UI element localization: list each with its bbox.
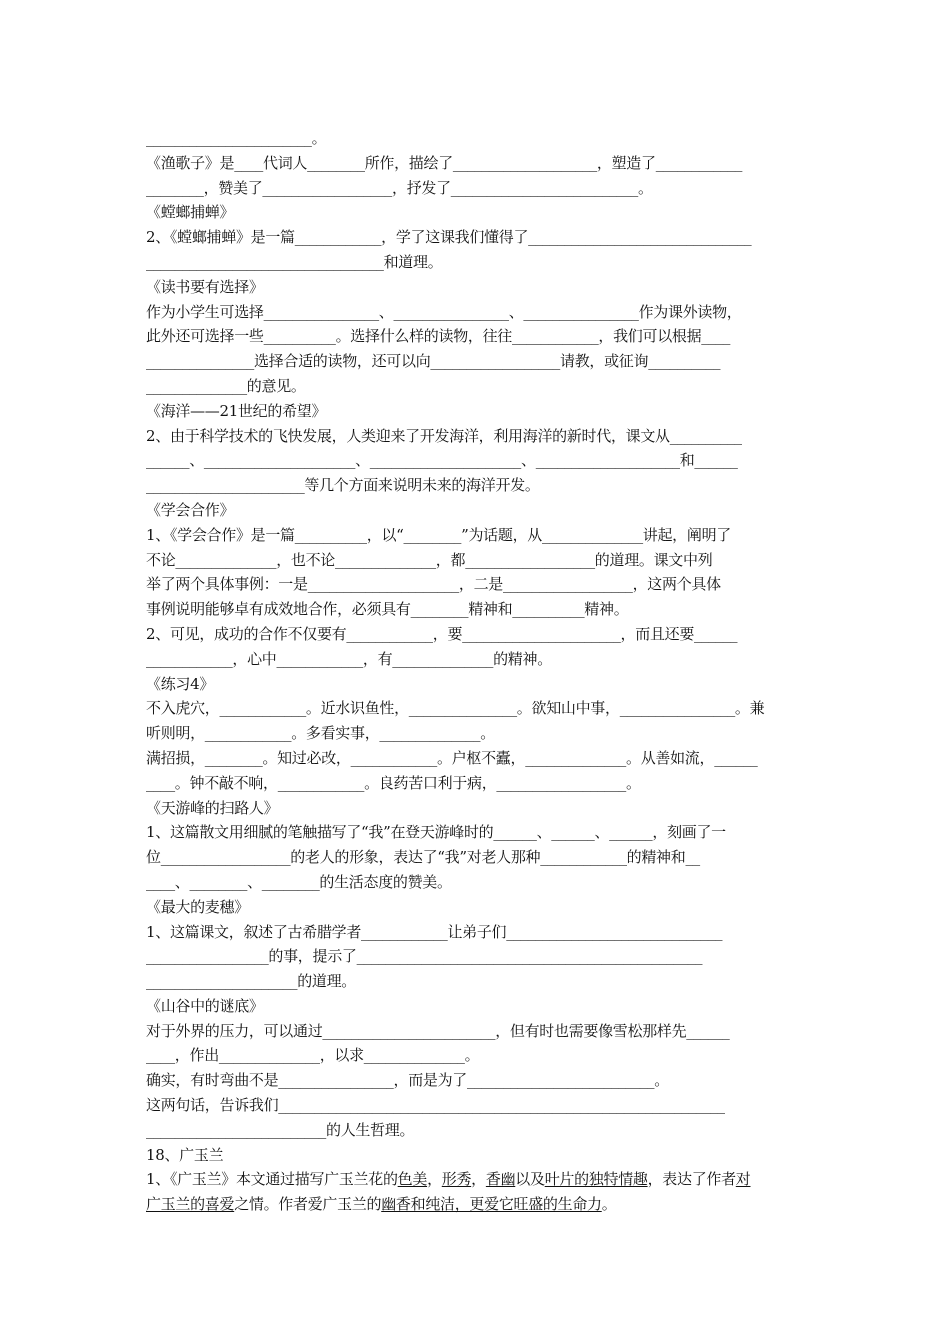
section-title: 《山谷中的谜底》 [146, 996, 264, 1015]
text-line: 对于外界的压力，可以通过________________________，但有时也需要像雪松那样先______ [146, 1021, 730, 1040]
section-title: 《螳螂捕蝉》 [146, 203, 235, 222]
text-line: ______________的意见。 [146, 376, 306, 395]
text-line: 此外还可选择一些__________。选择什么样的读物，往往____________，我们可以根据____ [146, 327, 731, 346]
text-line: 举了两个具体事例：一是_____________________，二是__________________，这两个具体 [146, 575, 721, 594]
text-line: ____，作出______________，以求______________。 [146, 1046, 480, 1065]
text-line-guangyulan-2 [146, 1192, 808, 1217]
text-line: _____________________的道理。 [146, 972, 357, 991]
underlined-answer: 对 [735, 1170, 751, 1189]
underlined-answer: 叶片的独特情趣 [544, 1170, 648, 1189]
text-run: ， [471, 1170, 486, 1189]
text-line: _______________________。 [146, 129, 327, 147]
text-line-guangyulan-1 [146, 1167, 808, 1192]
text-line: 2、可见，成功的合作不仅要有____________，要______________________，而且还要______ [146, 624, 738, 643]
text-line: 这两句话，告诉我们______________________________________________________________ [146, 1096, 725, 1115]
text-line: 听则明，____________。多看实事，______________。 [146, 724, 495, 743]
underlined-answer: 幽香和纯洁，更爱它旺盛的生命力 [381, 1195, 602, 1214]
text-line: ________，赞美了__________________，抒发了__________________________。 [146, 178, 653, 197]
section-title: 《海洋——21世纪的希望》 [146, 401, 327, 420]
text-run: ， [427, 1170, 442, 1189]
text-line: _______________选择合适的读物，还可以向__________________请教，或征询__________ [146, 352, 721, 371]
text-line: 2、由于科学技术的飞快发展，人类迎来了开发海洋，利用海洋的新时代，课文从__________ [146, 426, 742, 445]
text-line: 满招损，________。知过必改，____________。户枢不蠹，______________。从善如流，______ [146, 748, 758, 767]
section-title: 《练习4》 [146, 674, 215, 693]
section-title: 《读书要有选择》 [146, 277, 264, 296]
section-title: 《学会合作》 [146, 500, 235, 519]
text-line: ____。钟不敲不响，____________。良药苦口利于病，__________________。 [146, 773, 641, 792]
text-run: 之情。作者爱广玉兰的 [234, 1195, 382, 1214]
text-line: _________________________________和道理。 [146, 252, 443, 271]
text-line: ____________，心中____________，有______________的精神。 [146, 649, 552, 668]
text-line: ______________________等几个方面来说明未来的海洋开发。 [146, 476, 540, 495]
text-line: 2、《螳螂捕蝉》是一篇____________，学了这课我们懂得了_______________________________ [146, 228, 752, 247]
underlined-answer: 广玉兰的喜爱 [146, 1195, 235, 1214]
text-line: _________________的事，提示了________________________________________________ [146, 947, 703, 966]
text-line: 位__________________的老人的形象，表达了“我”对老人那种____________的精神和__ [146, 848, 700, 867]
text-line: ____、________、________的生活态度的赞美。 [146, 872, 452, 891]
text-run: ，表达了作者 [647, 1170, 736, 1189]
text-line: _________________________的人生哲理。 [146, 1120, 415, 1139]
text-line: 不入虎穴，____________。近水识鱼性，_______________。欲知山中事，________________。兼 [146, 699, 765, 718]
text-line: 作为小学生可选择________________、________________、________________作为课外读物， [146, 302, 742, 321]
section-title: 《天游峰的扫路人》 [146, 798, 279, 817]
document-page [146, 126, 808, 1217]
underlined-answer: 色美 [397, 1170, 428, 1189]
underlined-answer: 香幽 [485, 1170, 516, 1189]
text-run: 以及 [515, 1170, 545, 1189]
text-line: 确实，有时弯曲不是________________，而是为了__________________________。 [146, 1071, 669, 1090]
text-line: ______、_____________________、_____________________、____________________和______ [146, 451, 738, 470]
text-line: 1、《学会合作》是一篇__________，以“________”为话题，从______________讲起，阐明了 [146, 525, 731, 544]
text-run: 1、《广玉兰》本文通过描写广玉兰花的 [146, 1170, 398, 1189]
text-line: 事例说明能够卓有成效地合作，必须具有________精神和__________精神。 [146, 600, 629, 619]
text-line: 1、这篇散文用细腻的笔触描写了“我”在登天游峰时的______、______、______，刻画了一 [146, 823, 726, 842]
section-title: 18、广玉兰 [146, 1145, 224, 1164]
section-title: 《最大的麦穗》 [146, 897, 249, 916]
text-line: 不论______________，也不论______________，都__________________的道理。课文中列 [146, 550, 713, 569]
text-line: 1、这篇课文，叙述了古希腊学者____________让弟子们______________________________ [146, 922, 723, 941]
text-run: 。 [601, 1195, 617, 1214]
underlined-answer: 形秀 [441, 1170, 472, 1189]
text-line: 《渔歌子》是____代词人________所作，描绘了____________________，塑造了____________ [146, 153, 743, 172]
